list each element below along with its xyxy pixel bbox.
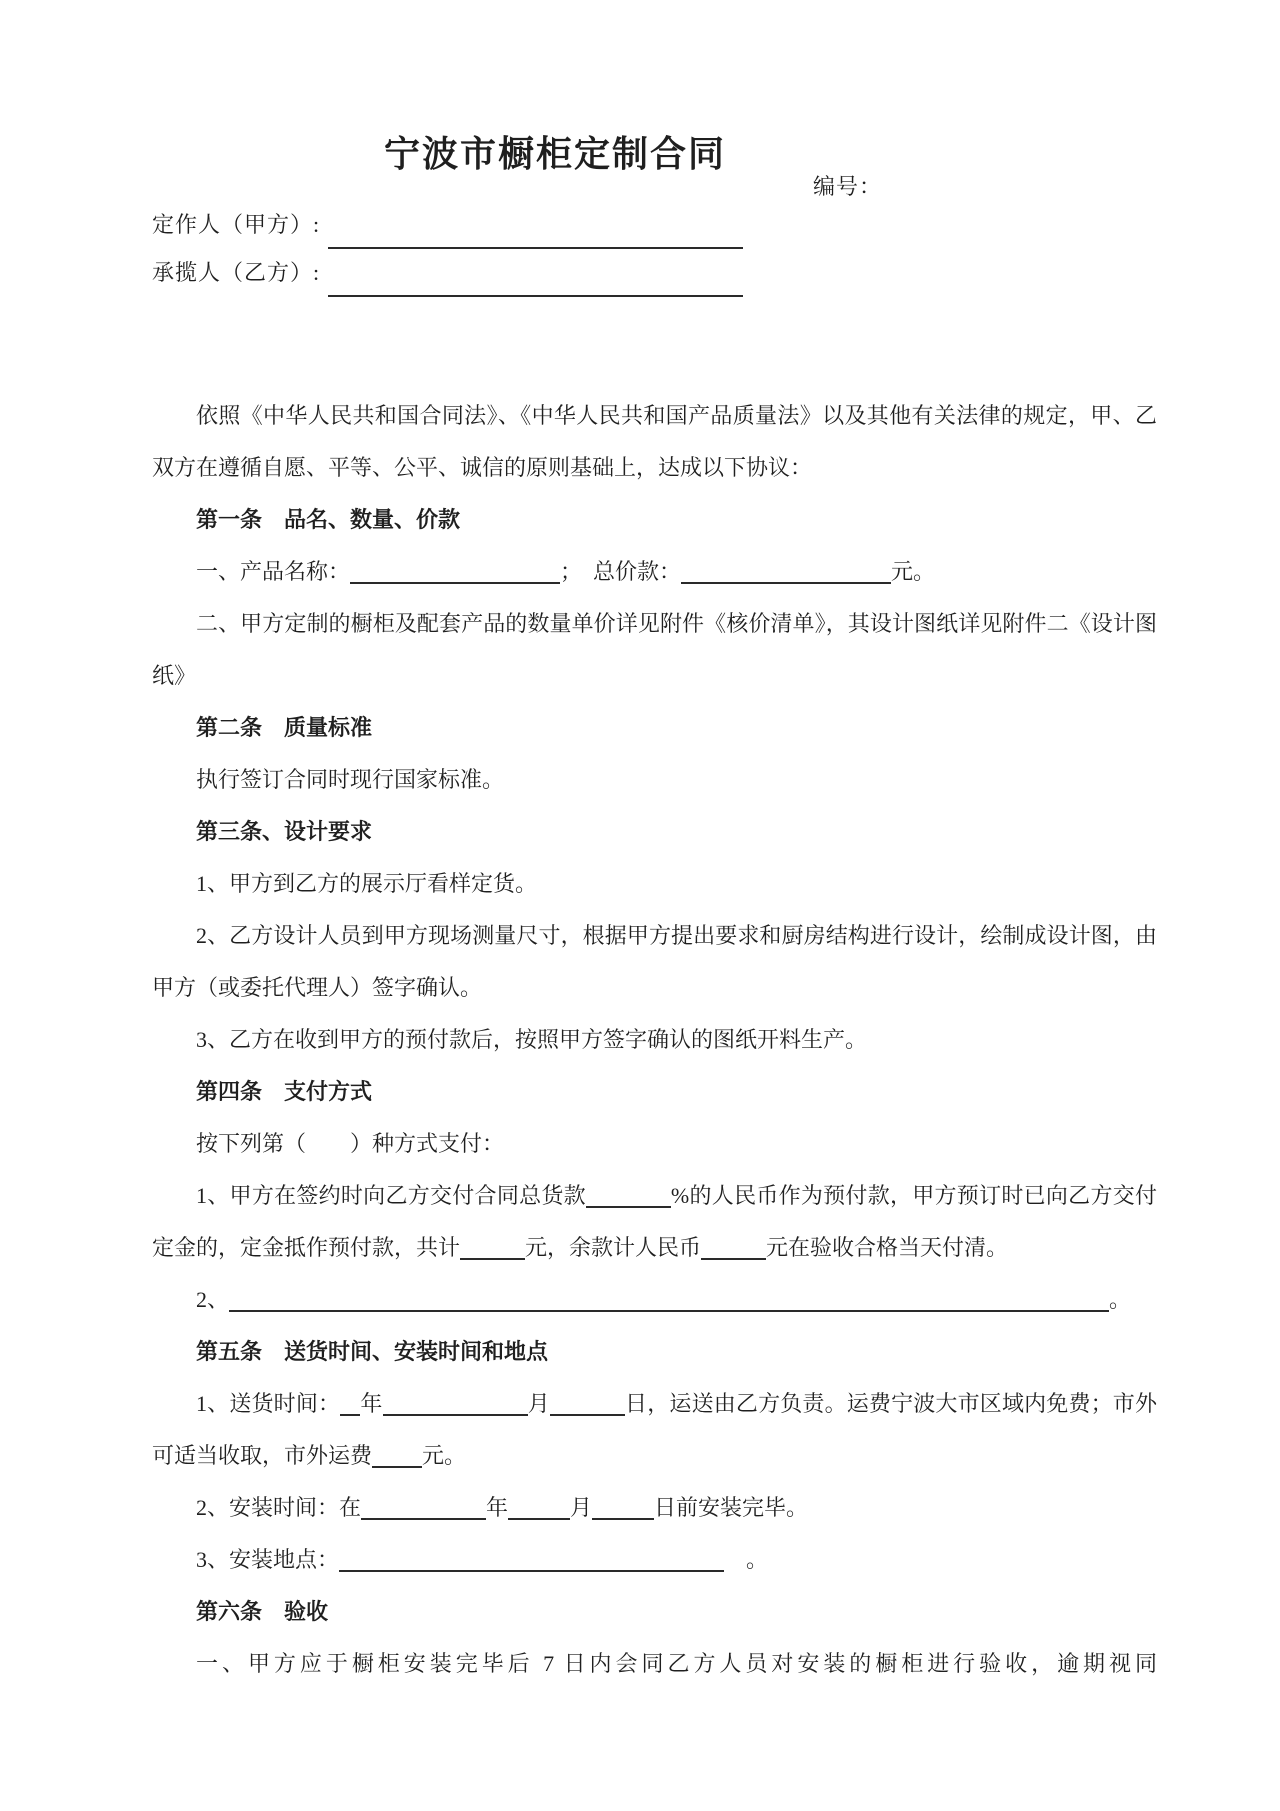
clause-heading — [152, 1326, 1157, 1378]
fill-in-blank — [383, 1398, 528, 1416]
fill-in-blank — [508, 1502, 570, 1520]
clause-paragraph — [152, 546, 1157, 598]
text-run: 日，运送由乙方负责。运费宁波大市区域内免费；市外可适当收取，市外运费 — [152, 1391, 1157, 1468]
text-run: 2、 — [196, 1287, 230, 1312]
text-run: 月 — [570, 1495, 593, 1520]
party-a-row — [152, 208, 743, 256]
fill-in-blank — [460, 1242, 525, 1260]
clause-paragraph — [152, 858, 1157, 910]
parties-block — [152, 208, 743, 304]
clause-paragraph — [152, 1170, 1157, 1274]
party-a-fill-in-blank — [328, 221, 743, 249]
text-run: 2、安装时间：在 — [196, 1495, 362, 1520]
text-run: 第一条 品名、数量、价款 — [196, 507, 461, 532]
fill-in-blank — [372, 1450, 422, 1468]
party-b-row — [152, 256, 743, 304]
clause-paragraph — [152, 910, 1157, 1014]
fill-in-blank — [361, 1502, 486, 1520]
text-run: 1、甲方到乙方的展示厅看样定货。 — [196, 871, 538, 896]
text-run: 按下列第（ ）种方式支付： — [196, 1131, 505, 1156]
clause-heading — [152, 1066, 1157, 1118]
text-run: %的人民币作为预付款，甲方预订时已向乙方交付定金的，定金抵作预付款，共计 — [152, 1183, 1157, 1260]
party-a-label: 定作人（甲方）: — [152, 212, 321, 237]
party-b-label: 承揽人（乙方）: — [152, 260, 321, 285]
text-run: 第五条 送货时间、安装时间和地点 — [196, 1339, 549, 1364]
clause-paragraph — [152, 1534, 1157, 1586]
text-run: 一、甲方应于橱柜安装完毕后 7 日内会同乙方人员对安装的橱柜进行验收，逾期视同 — [196, 1651, 1157, 1676]
clause-paragraph — [152, 1274, 1157, 1326]
fill-in-blank — [339, 1554, 724, 1572]
doc-number-label: 编号： — [813, 174, 883, 199]
clause-paragraph — [152, 598, 1157, 702]
text-run: 第三条、设计要求 — [196, 819, 373, 844]
clause-heading — [152, 1586, 1157, 1638]
fill-in-blank — [550, 1398, 625, 1416]
clause-paragraph — [152, 1014, 1157, 1066]
clause-paragraph — [152, 754, 1157, 806]
clause-paragraph — [152, 1638, 1157, 1690]
text-run: 元，余款计人民币 — [525, 1235, 702, 1260]
clause-heading — [152, 806, 1157, 858]
clause-paragraph — [152, 1482, 1157, 1534]
text-run: 二、甲方定制的橱柜及配套产品的数量单价详见附件《核价清单》，其设计图纸详见附件二《设计图纸》 — [152, 611, 1157, 688]
page-title: 宁波市橱柜定制合同 — [383, 134, 726, 174]
text-run: 年 — [360, 1391, 383, 1416]
text-run: 第四条 支付方式 — [196, 1079, 373, 1104]
clause-heading — [152, 702, 1157, 754]
text-run: 依照《中华人民共和国合同法》、《中华人民共和国产品质量法》以及其他有关法律的规定，甲、乙双方在遵循自愿、平等、公平、诚信的原则基础上，达成以下协议： — [152, 403, 1157, 480]
text-run: 年 — [486, 1495, 509, 1520]
text-run: 2、乙方设计人员到甲方现场测量尺寸，根据甲方提出要求和厨房结构进行设计，绘制成设计图，由甲方（或委托代理人）签字确认。 — [152, 923, 1157, 1000]
text-run: 元。 — [422, 1443, 467, 1468]
clause-paragraph — [152, 1378, 1157, 1482]
clause-paragraph — [152, 1118, 1157, 1170]
text-run: 1、送货时间： — [196, 1391, 341, 1416]
fill-in-blank — [592, 1502, 654, 1520]
text-run: 3、乙方在收到甲方的预付款后，按照甲方签字确认的图纸开料生产。 — [196, 1027, 868, 1052]
party-b-fill-in-blank — [328, 269, 743, 297]
fill-in-blank — [586, 1190, 671, 1208]
fill-in-blank — [229, 1294, 1109, 1312]
text-run: 第六条 验收 — [196, 1599, 329, 1624]
text-run: 1、甲方在签约时向乙方交付合同总货款 — [196, 1183, 586, 1208]
contract-body — [152, 390, 1157, 1690]
text-run: 执行签订合同时现行国家标准。 — [196, 767, 505, 792]
text-run: ； 总价款： — [560, 559, 682, 584]
fill-in-blank — [701, 1242, 766, 1260]
text-run: 第二条 质量标准 — [196, 715, 373, 740]
text-run: 元在验收合格当天付清。 — [766, 1235, 1009, 1260]
text-run: 元。 — [891, 559, 936, 584]
text-run: 。 — [724, 1547, 769, 1572]
clause-paragraph — [152, 390, 1157, 494]
fill-in-blank — [350, 566, 560, 584]
fill-in-blank — [340, 1398, 360, 1416]
text-run: 3、安装地点： — [196, 1547, 340, 1572]
fill-in-blank — [681, 566, 891, 584]
text-run: 月 — [527, 1391, 550, 1416]
text-run: 一、产品名称： — [196, 559, 351, 584]
text-run: 。 — [1109, 1287, 1132, 1312]
clause-heading — [152, 494, 1157, 546]
text-run: 日前安装完毕。 — [654, 1495, 809, 1520]
